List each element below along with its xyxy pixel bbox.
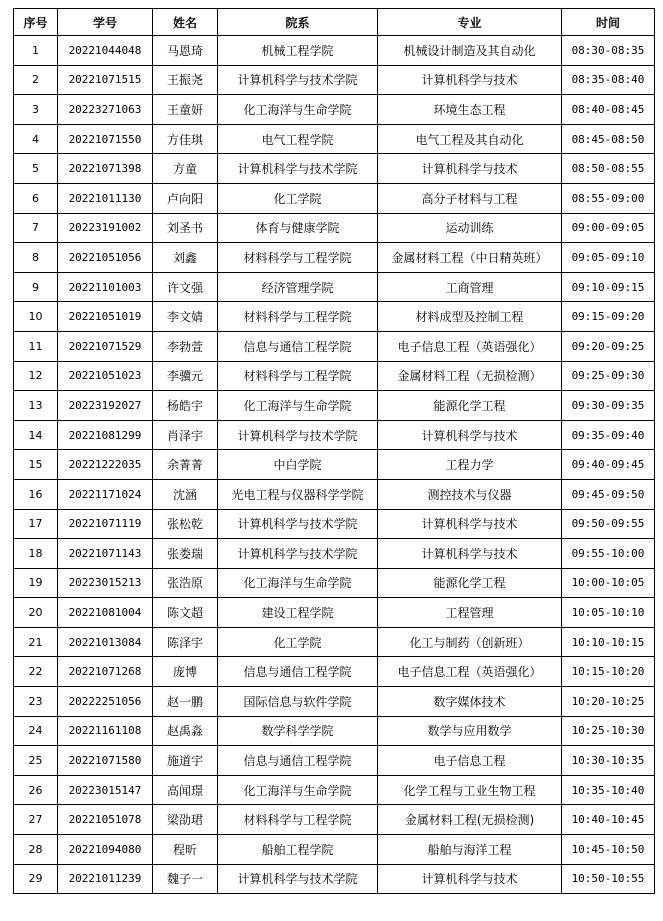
- header-name: 姓名: [153, 9, 218, 36]
- header-major: 专业: [378, 9, 562, 36]
- cell-no: 9: [14, 272, 58, 302]
- cell-college: 化工海洋与生命学院: [218, 391, 378, 421]
- table-row: [14, 509, 655, 539]
- cell-major: 电气工程及其自动化: [378, 124, 562, 154]
- cell-name: 李勃萱: [153, 331, 218, 361]
- cell-college: 计算机科学与技术学院: [218, 154, 378, 184]
- cell-major: 工程管理: [378, 598, 562, 628]
- cell-college: 数学科学学院: [218, 716, 378, 746]
- table-row: [14, 243, 655, 273]
- cell-college: 计算机科学与技术学院: [218, 539, 378, 569]
- cell-college: 中白学院: [218, 450, 378, 480]
- header-time: 时间: [562, 9, 655, 36]
- cell-major: 计算机科学与技术: [378, 65, 562, 95]
- cell-no: 24: [14, 716, 58, 746]
- cell-no: 13: [14, 391, 58, 421]
- cell-name: 张松乾: [153, 509, 218, 539]
- cell-name: 方童: [153, 154, 218, 184]
- cell-time: 10:50-10:55: [562, 864, 655, 894]
- cell-college: 信息与通信工程学院: [218, 657, 378, 687]
- cell-student-id: 20221071398: [58, 154, 153, 184]
- cell-no: 3: [14, 95, 58, 125]
- table-row: [14, 598, 655, 628]
- cell-major: 计算机科学与技术: [378, 154, 562, 184]
- cell-college: 化工学院: [218, 183, 378, 213]
- cell-name: 王童妍: [153, 95, 218, 125]
- cell-college: 船舶工程学院: [218, 835, 378, 865]
- table-row: [14, 124, 655, 154]
- cell-college: 国际信息与软件学院: [218, 687, 378, 717]
- header-college: 院系: [218, 9, 378, 36]
- cell-student-id: 20221171024: [58, 479, 153, 509]
- cell-college: 材料科学与工程学院: [218, 805, 378, 835]
- cell-time: 10:25-10:30: [562, 716, 655, 746]
- cell-no: 5: [14, 154, 58, 184]
- table-row: [14, 213, 655, 243]
- table-row: [14, 775, 655, 805]
- cell-college: 材料科学与工程学院: [218, 361, 378, 391]
- cell-student-id: 20221094080: [58, 835, 153, 865]
- cell-name: 沈涵: [153, 479, 218, 509]
- cell-student-id: 20221101003: [58, 272, 153, 302]
- cell-time: 10:35-10:40: [562, 775, 655, 805]
- cell-college: 电气工程学院: [218, 124, 378, 154]
- table-row: [14, 716, 655, 746]
- cell-time: 10:00-10:05: [562, 568, 655, 598]
- cell-name: 庞博: [153, 657, 218, 687]
- cell-name: 赵一鹏: [153, 687, 218, 717]
- cell-no: 1: [14, 36, 58, 66]
- cell-college: 计算机科学与技术学院: [218, 420, 378, 450]
- cell-time: 09:25-09:30: [562, 361, 655, 391]
- cell-time: 10:30-10:35: [562, 746, 655, 776]
- cell-no: 25: [14, 746, 58, 776]
- cell-college: 化工海洋与生命学院: [218, 568, 378, 598]
- cell-major: 能源化学工程: [378, 391, 562, 421]
- cell-student-id: 20221081004: [58, 598, 153, 628]
- cell-student-id: 20221161108: [58, 716, 153, 746]
- cell-major: 电子信息工程（英语强化）: [378, 331, 562, 361]
- cell-time: 09:05-09:10: [562, 243, 655, 273]
- cell-no: 17: [14, 509, 58, 539]
- cell-major: 计算机科学与技术: [378, 420, 562, 450]
- cell-time: 10:10-10:15: [562, 627, 655, 657]
- cell-no: 26: [14, 775, 58, 805]
- cell-time: 09:40-09:45: [562, 450, 655, 480]
- table-row: [14, 568, 655, 598]
- cell-student-id: 20221071515: [58, 65, 153, 95]
- cell-student-id: 20221222035: [58, 450, 153, 480]
- cell-time: 09:35-09:40: [562, 420, 655, 450]
- table-row: [14, 539, 655, 569]
- cell-time: 09:55-10:00: [562, 539, 655, 569]
- table-row: [14, 450, 655, 480]
- cell-major: 计算机科学与技术: [378, 509, 562, 539]
- cell-name: 梁劭珺: [153, 805, 218, 835]
- cell-name: 李文婧: [153, 302, 218, 332]
- cell-major: 金属材料工程（无损检测）: [378, 361, 562, 391]
- table-row: [14, 183, 655, 213]
- table-row: [14, 746, 655, 776]
- table-row: [14, 391, 655, 421]
- cell-name: 王振尧: [153, 65, 218, 95]
- header-no: 序号: [14, 9, 58, 36]
- cell-college: 化工学院: [218, 627, 378, 657]
- cell-time: 08:40-08:45: [562, 95, 655, 125]
- cell-no: 8: [14, 243, 58, 273]
- cell-student-id: 20221071580: [58, 746, 153, 776]
- cell-college: 经济管理学院: [218, 272, 378, 302]
- table-header-row: [14, 9, 655, 36]
- cell-student-id: 20221071550: [58, 124, 153, 154]
- cell-major: 计算机科学与技术: [378, 539, 562, 569]
- cell-major: 电子信息工程: [378, 746, 562, 776]
- cell-student-id: 20221051056: [58, 243, 153, 273]
- table-row: [14, 95, 655, 125]
- cell-major: 金属材料工程（中日精英班）: [378, 243, 562, 273]
- cell-time: 09:15-09:20: [562, 302, 655, 332]
- cell-student-id: 20221051078: [58, 805, 153, 835]
- cell-time: 10:45-10:50: [562, 835, 655, 865]
- cell-major: 工程力学: [378, 450, 562, 480]
- cell-name: 赵禹淼: [153, 716, 218, 746]
- cell-student-id: 20221051023: [58, 361, 153, 391]
- header-student-id: 学号: [58, 9, 153, 36]
- cell-major: 电子信息工程（英语强化）: [378, 657, 562, 687]
- cell-student-id: 20223271063: [58, 95, 153, 125]
- cell-name: 刘鑫: [153, 243, 218, 273]
- cell-major: 金属材料工程(无损检测): [378, 805, 562, 835]
- cell-no: 2: [14, 65, 58, 95]
- cell-student-id: 20221071529: [58, 331, 153, 361]
- cell-major: 化学工程与工业生物工程: [378, 775, 562, 805]
- cell-college: 计算机科学与技术学院: [218, 864, 378, 894]
- cell-student-id: 20221071143: [58, 539, 153, 569]
- cell-name: 高闻璟: [153, 775, 218, 805]
- cell-major: 测控技术与仪器: [378, 479, 562, 509]
- cell-student-id: 20221051019: [58, 302, 153, 332]
- cell-no: 10: [14, 302, 58, 332]
- cell-college: 信息与通信工程学院: [218, 746, 378, 776]
- cell-college: 信息与通信工程学院: [218, 331, 378, 361]
- cell-college: 光电工程与仪器科学学院: [218, 479, 378, 509]
- table-row: [14, 65, 655, 95]
- cell-time: 09:50-09:55: [562, 509, 655, 539]
- cell-time: 09:20-09:25: [562, 331, 655, 361]
- cell-no: 16: [14, 479, 58, 509]
- cell-no: 28: [14, 835, 58, 865]
- cell-college: 建设工程学院: [218, 598, 378, 628]
- cell-name: 张浩原: [153, 568, 218, 598]
- cell-college: 材料科学与工程学院: [218, 243, 378, 273]
- cell-college: 体育与健康学院: [218, 213, 378, 243]
- table-row: [14, 36, 655, 66]
- cell-student-id: 20221081299: [58, 420, 153, 450]
- cell-student-id: 20221071268: [58, 657, 153, 687]
- table-row: [14, 361, 655, 391]
- cell-name: 施道宇: [153, 746, 218, 776]
- cell-student-id: 20222251056: [58, 687, 153, 717]
- cell-major: 船舶与海洋工程: [378, 835, 562, 865]
- cell-time: 10:20-10:25: [562, 687, 655, 717]
- table-row: [14, 687, 655, 717]
- cell-name: 陈泽宇: [153, 627, 218, 657]
- cell-time: 10:40-10:45: [562, 805, 655, 835]
- cell-time: 09:10-09:15: [562, 272, 655, 302]
- cell-no: 7: [14, 213, 58, 243]
- cell-name: 马恩琦: [153, 36, 218, 66]
- cell-no: 4: [14, 124, 58, 154]
- cell-name: 魏子一: [153, 864, 218, 894]
- cell-no: 27: [14, 805, 58, 835]
- cell-time: 09:00-09:05: [562, 213, 655, 243]
- cell-name: 陈文超: [153, 598, 218, 628]
- cell-time: 08:30-08:35: [562, 36, 655, 66]
- cell-time: 10:15-10:20: [562, 657, 655, 687]
- table-row: [14, 864, 655, 894]
- cell-major: 数字媒体技术: [378, 687, 562, 717]
- cell-college: 化工海洋与生命学院: [218, 95, 378, 125]
- cell-no: 6: [14, 183, 58, 213]
- schedule-table-container: [13, 8, 655, 894]
- cell-student-id: 20223191002: [58, 213, 153, 243]
- cell-name: 程昕: [153, 835, 218, 865]
- cell-major: 化工与制药（创新班）: [378, 627, 562, 657]
- cell-no: 11: [14, 331, 58, 361]
- cell-no: 20: [14, 598, 58, 628]
- cell-major: 高分子材料与工程: [378, 183, 562, 213]
- cell-no: 14: [14, 420, 58, 450]
- schedule-table: [13, 8, 655, 894]
- cell-major: 数学与应用数学: [378, 716, 562, 746]
- cell-major: 机械设计制造及其自动化: [378, 36, 562, 66]
- cell-name: 许文强: [153, 272, 218, 302]
- table-row: [14, 805, 655, 835]
- cell-name: 李骥元: [153, 361, 218, 391]
- table-row: [14, 302, 655, 332]
- cell-college: 化工海洋与生命学院: [218, 775, 378, 805]
- cell-major: 能源化学工程: [378, 568, 562, 598]
- cell-major: 材料成型及控制工程: [378, 302, 562, 332]
- table-row: [14, 272, 655, 302]
- cell-time: 09:45-09:50: [562, 479, 655, 509]
- cell-time: 08:55-09:00: [562, 183, 655, 213]
- cell-no: 19: [14, 568, 58, 598]
- table-row: [14, 154, 655, 184]
- cell-no: 23: [14, 687, 58, 717]
- cell-no: 22: [14, 657, 58, 687]
- cell-major: 计算机科学与技术: [378, 864, 562, 894]
- cell-time: 09:30-09:35: [562, 391, 655, 421]
- cell-no: 15: [14, 450, 58, 480]
- cell-name: 余菁菁: [153, 450, 218, 480]
- cell-time: 10:05-10:10: [562, 598, 655, 628]
- cell-name: 肖泽宇: [153, 420, 218, 450]
- table-row: [14, 331, 655, 361]
- cell-no: 12: [14, 361, 58, 391]
- cell-name: 方佳琪: [153, 124, 218, 154]
- cell-student-id: 20221044048: [58, 36, 153, 66]
- cell-name: 刘圣书: [153, 213, 218, 243]
- cell-student-id: 20221011130: [58, 183, 153, 213]
- cell-no: 21: [14, 627, 58, 657]
- table-row: [14, 479, 655, 509]
- cell-student-id: 20223015213: [58, 568, 153, 598]
- cell-no: 18: [14, 539, 58, 569]
- cell-student-id: 20221071119: [58, 509, 153, 539]
- cell-student-id: 20223015147: [58, 775, 153, 805]
- table-row: [14, 657, 655, 687]
- cell-major: 工商管理: [378, 272, 562, 302]
- table-body: [14, 36, 655, 894]
- cell-name: 卢向阳: [153, 183, 218, 213]
- cell-name: 张娄瑞: [153, 539, 218, 569]
- cell-student-id: 20223192027: [58, 391, 153, 421]
- cell-time: 08:50-08:55: [562, 154, 655, 184]
- cell-major: 运动训练: [378, 213, 562, 243]
- cell-college: 计算机科学与技术学院: [218, 65, 378, 95]
- cell-no: 29: [14, 864, 58, 894]
- table-row: [14, 420, 655, 450]
- table-row: [14, 835, 655, 865]
- cell-college: 机械工程学院: [218, 36, 378, 66]
- cell-time: 08:45-08:50: [562, 124, 655, 154]
- cell-time: 08:35-08:40: [562, 65, 655, 95]
- cell-student-id: 20221011239: [58, 864, 153, 894]
- cell-college: 材料科学与工程学院: [218, 302, 378, 332]
- cell-name: 杨皓宇: [153, 391, 218, 421]
- table-row: [14, 627, 655, 657]
- cell-major: 环境生态工程: [378, 95, 562, 125]
- cell-college: 计算机科学与技术学院: [218, 509, 378, 539]
- cell-student-id: 20221013084: [58, 627, 153, 657]
